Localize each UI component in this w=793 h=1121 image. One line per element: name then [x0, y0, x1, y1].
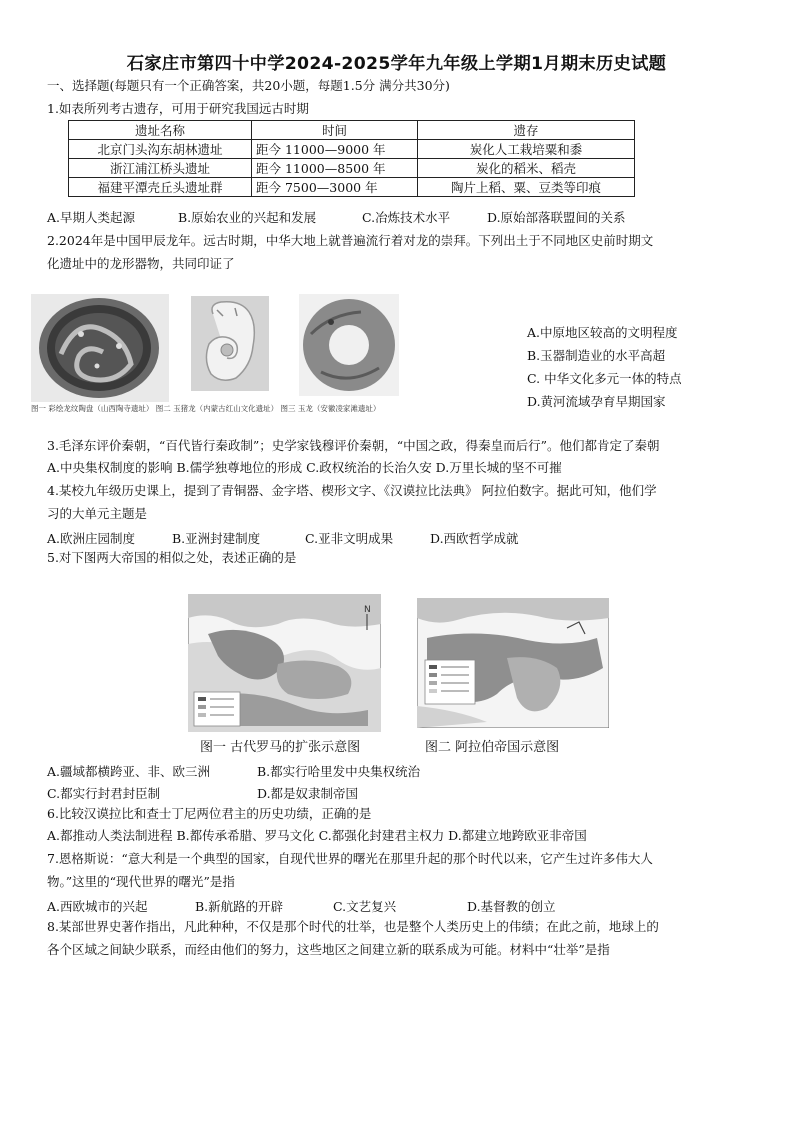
table-header: 时间: [252, 121, 418, 140]
q4-option-d: D.西欧哲学成就: [430, 531, 519, 546]
q5-stem: 5.对下图两大帝国的相似之处，表述正确的是: [47, 550, 297, 565]
jade-pig-dragon-image: [191, 296, 269, 391]
q6-options: A.都推动人类法制进程 B.都传承希腊、罗马文化 C.都强化封建君主权力 D.都建立地跨欧亚非帝国: [47, 828, 587, 843]
q5-option-d: D.都是奴隶制帝国: [257, 786, 359, 801]
table-cell: 浙江浦江桥头遗址: [69, 159, 252, 178]
table-header: 遗址名称: [69, 121, 252, 140]
q3-options: A.中央集权制度的影响 B.儒学独尊地位的形成 C.政权统治的长治久安 D.万里长城的坚不可摧: [47, 460, 562, 475]
q1-stem: 1.如表所列考古遗存，可用于研究我国远古时期: [47, 101, 309, 116]
q2-option-b: B.玉器制造业的水平高超: [527, 348, 666, 363]
dragon-artifacts-figure: [31, 294, 403, 402]
q7-option-d: D.基督教的创立: [467, 899, 556, 914]
table-row: [69, 159, 635, 178]
q1-option-b: B.原始农业的兴起和发展: [178, 210, 317, 225]
table-cell: 炭化的稻米、稻壳: [418, 159, 635, 178]
q5-option-b: B.都实行哈里发中央集权统治: [257, 764, 421, 779]
table-row: [69, 178, 635, 197]
q6-stem: 6.比较汉谟拉比和查士丁尼两位君主的历史功绩，正确的是: [47, 806, 372, 821]
roman-expansion-map: [188, 594, 381, 732]
table-cell: 距今 11000—9000 年: [252, 140, 418, 159]
q4-option-a: A.欧洲庄园制度: [47, 531, 136, 546]
q2-option-d: D.黄河流域孕育早期国家: [527, 394, 666, 409]
map1-caption: 图一 古代罗马的扩张示意图: [200, 740, 361, 755]
map2-caption: 图二 阿拉伯帝国示意图: [425, 740, 560, 755]
table-cell: 陶片上稻、粟、豆类等印痕: [418, 178, 635, 197]
q7-stem-line2: 物。”这里的“现代世界的曙光”是指: [47, 874, 235, 889]
table-cell: 距今 11000—8500 年: [252, 159, 418, 178]
q7-option-c: C.文艺复兴: [333, 899, 397, 914]
table-header: 遗存: [418, 121, 635, 140]
table-row: [69, 140, 635, 159]
table-cell: 炭化人工栽培粟和黍: [418, 140, 635, 159]
q4-option-c: C.亚非文明成果: [305, 531, 394, 546]
q2-figure-caption: 图一 彩绘龙纹陶盘（山西陶寺遗址） 图二 玉猪龙（内蒙古红山文化遗址） 图三 玉龙（安徽凌家滩遗址）: [31, 404, 381, 413]
svg-text:N: N: [364, 605, 371, 615]
q3-stem: 3.毛泽东评价秦朝，“百代皆行秦政制”；史学家钱穆评价秦朝，“中国之政，得秦皇而后行”。他们都肯定了秦朝: [47, 438, 660, 453]
q1-option-a: A.早期人类起源: [47, 210, 136, 225]
q5-option-c: C.都实行封君封臣制: [47, 786, 161, 801]
q4-stem-line2: 习的大单元主题是: [47, 506, 148, 521]
table-header-row: [69, 121, 635, 140]
q4-option-b: B.亚洲封建制度: [172, 531, 261, 546]
q8-stem-line1: 8.某部世界史著作指出，凡此种种，不仅是那个时代的壮举，也是整个人类历史上的伟绩；在此之前，地球上的: [47, 919, 659, 934]
q4-stem-line1: 4.某校九年级历史课上，提到了青铜器、金字塔、楔形文字、《汉谟拉比法典》 阿拉伯数字。据此可知，他们学: [47, 483, 657, 498]
section-heading: 一、选择题(每题只有一个正确答案，共20小题，每题1.5分 满分共30分): [47, 78, 450, 93]
q7-stem-line1: 7.恩格斯说：“意大利是一个典型的国家，自现代世界的曙光在那里升起的那个时代以来，它产生过许多伟大人: [47, 851, 653, 866]
q1-site-table: [68, 120, 635, 197]
painted-pottery-plate-image: [31, 294, 169, 402]
table-cell: 北京门头沟东胡林遗址: [69, 140, 252, 159]
q7-option-b: B.新航路的开辟: [195, 899, 284, 914]
q7-option-a: A.西欧城市的兴起: [47, 899, 148, 914]
q1-option-c: C.冶炼技术水平: [362, 210, 451, 225]
table-cell: 福建平潭壳丘头遗址群: [69, 178, 252, 197]
q2-stem-line2: 化遗址中的龙形器物，共同印证了: [47, 256, 235, 271]
q8-stem-line2: 各个区域之间缺少联系，而经由他们的努力，这些地区之间建立新的联系成为可能。材料中“壮举”是指: [47, 942, 610, 957]
page-title: 石家庄市第四十中学2024-2025学年九年级上学期1月期末历史试题: [126, 54, 667, 74]
table-cell: 距今 7500—3000 年: [252, 178, 418, 197]
q1-option-d: D.原始部落联盟间的关系: [487, 210, 626, 225]
jade-dragon-image: [299, 294, 399, 396]
q2-option-c: C. 中华文化多元一体的特点: [527, 371, 682, 386]
q5-option-a: A.疆域都横跨亚、非、欧三洲: [47, 764, 211, 779]
arab-empire-map: [417, 598, 609, 728]
q2-option-a: A.中原地区较高的文明程度: [527, 325, 678, 340]
q2-stem-line1: 2.2024年是中国甲辰龙年。远古时期，中华大地上就普遍流行着对龙的崇拜。下列出土于不同地区史前时期文: [47, 233, 654, 248]
